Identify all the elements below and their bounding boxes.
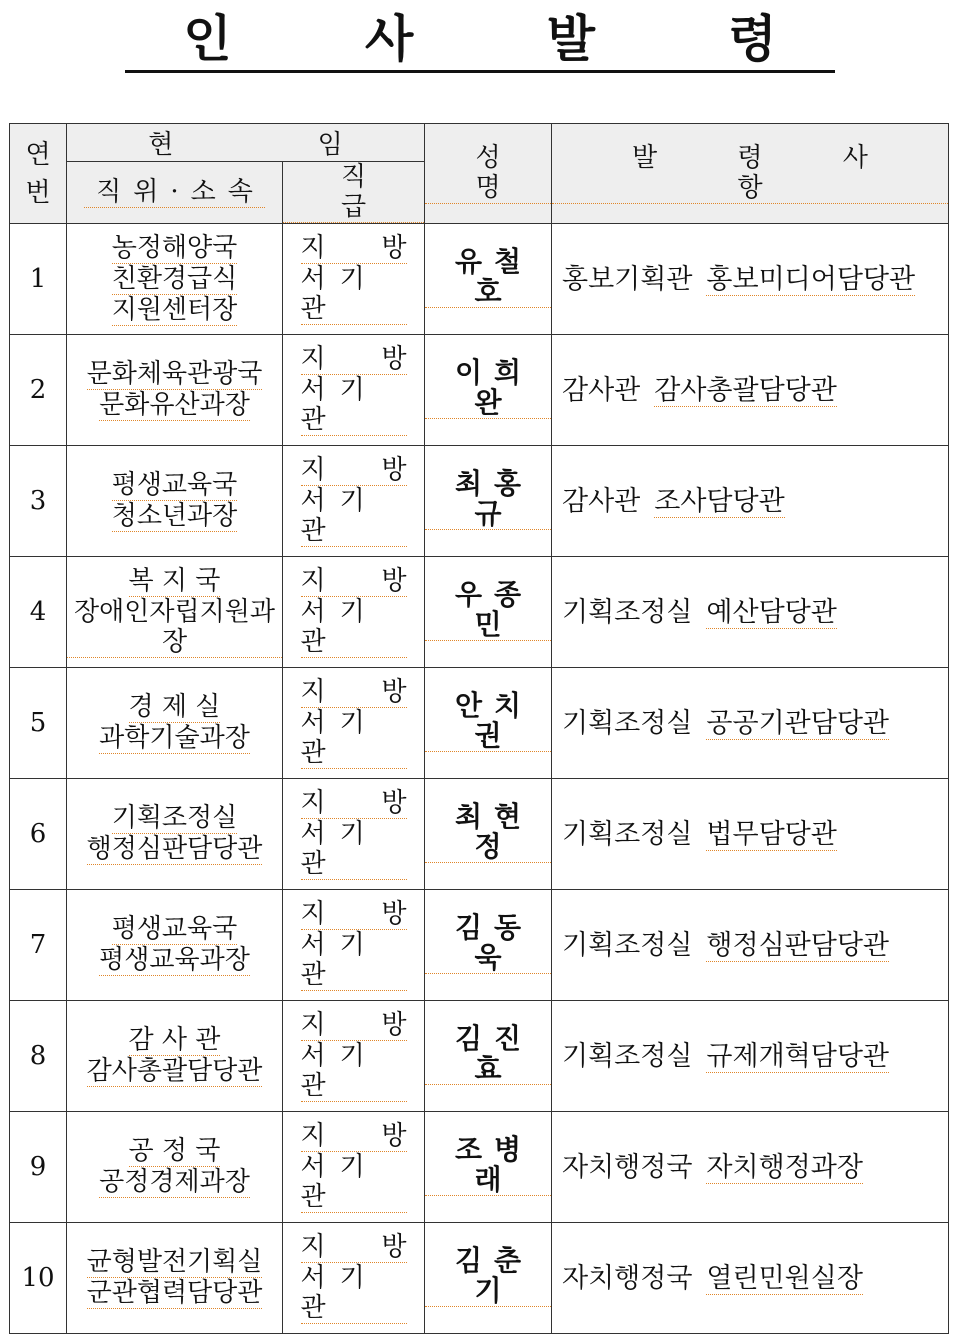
name-cell <box>425 335 552 446</box>
grade-line: 지 방 <box>300 233 407 263</box>
order-cell <box>552 668 949 779</box>
name-cell <box>425 1001 552 1112</box>
position-line: 기획조정실 <box>111 803 238 833</box>
position-line: 공 정 국 <box>128 1136 221 1166</box>
grade-line: 서기관 <box>301 375 407 436</box>
serial-number-cell <box>10 890 67 1001</box>
person-name: 우종민 <box>425 580 551 641</box>
serial-number: 5 <box>29 707 47 738</box>
position-line: 문화유산과장 <box>99 390 250 420</box>
position-cell <box>67 668 283 779</box>
grade-line: 서기관 <box>301 264 407 325</box>
position-cell <box>67 557 283 668</box>
serial-number-cell <box>10 1223 67 1334</box>
grade-cell <box>283 335 425 446</box>
grade-line: 지 방 <box>300 1010 407 1040</box>
grade-cell <box>283 224 425 335</box>
table-row <box>10 1112 949 1223</box>
table-row <box>10 1001 949 1112</box>
person-name: 최홍규 <box>425 469 551 530</box>
header-name <box>425 124 552 224</box>
table-body <box>10 224 949 1334</box>
grade-cell <box>283 668 425 779</box>
name-cell <box>425 1112 552 1223</box>
document-title: 인 사 발 령 <box>125 10 834 73</box>
grade-line: 서기관 <box>301 819 407 880</box>
order-position: 홍보미디어담당관 <box>706 263 916 295</box>
position-line: 평생교육국 <box>111 470 238 500</box>
grade-cell <box>283 779 425 890</box>
grade-line: 지 방 <box>300 566 407 596</box>
person-name: 안치권 <box>425 691 551 752</box>
table-row <box>10 446 949 557</box>
grade-line: 서기관 <box>301 930 407 991</box>
order-department: 홍보기획관 <box>562 263 693 295</box>
person-name: 김춘기 <box>425 1246 551 1307</box>
position-line: 지원센터장 <box>111 294 238 325</box>
table-row <box>10 224 949 335</box>
grade-line: 서기관 <box>301 708 407 769</box>
grade-cell <box>283 1223 425 1334</box>
serial-number: 7 <box>29 929 47 960</box>
order-position: 예산담당관 <box>706 596 837 628</box>
serial-number: 6 <box>29 818 47 849</box>
order-cell <box>552 557 949 668</box>
order-department: 자치행정국 <box>562 1151 693 1183</box>
position-line: 문화체육관광국 <box>86 359 263 389</box>
serial-number-cell <box>10 1112 67 1223</box>
grade-line: 서기관 <box>301 1263 407 1324</box>
header-serial-number <box>10 124 67 224</box>
header-grade <box>283 162 425 224</box>
table-row <box>10 557 949 668</box>
header-order-label: 발 령 사 항 <box>552 143 948 204</box>
serial-number: 8 <box>29 1040 47 1071</box>
header-name-label: 성 명 <box>425 143 551 204</box>
person-name: 유철호 <box>425 247 551 308</box>
table-header <box>10 124 949 224</box>
name-cell <box>425 446 552 557</box>
order-cell <box>552 1001 949 1112</box>
serial-number-cell <box>10 668 67 779</box>
position-line: 군관협력담당관 <box>86 1278 263 1308</box>
position-line: 청소년과장 <box>111 501 238 531</box>
personnel-order-table <box>9 123 949 1334</box>
grade-line: 서기관 <box>301 1152 407 1213</box>
grade-line: 지 방 <box>300 455 407 485</box>
grade-line: 서기관 <box>301 1041 407 1102</box>
position-line: 공정경제과장 <box>99 1167 250 1197</box>
position-line: 과학기술과장 <box>99 723 250 753</box>
grade-line: 서기관 <box>301 597 407 658</box>
position-line: 평생교육국 <box>111 914 238 944</box>
document-title-block <box>0 10 960 73</box>
position-line: 감사총괄담당관 <box>86 1056 263 1086</box>
order-cell <box>552 1112 949 1223</box>
serial-number: 4 <box>29 596 47 627</box>
position-line: 행정심판담당관 <box>86 834 263 864</box>
order-department: 기획조정실 <box>562 1040 693 1072</box>
order-position: 열린민원실장 <box>706 1262 863 1294</box>
serial-number-cell <box>10 446 67 557</box>
order-position: 규제개혁담당관 <box>706 1040 889 1072</box>
table-row <box>10 335 949 446</box>
order-cell <box>552 1223 949 1334</box>
position-cell <box>67 1223 283 1334</box>
header-grade-label: 직 급 <box>283 162 424 223</box>
position-cell <box>67 890 283 1001</box>
name-cell <box>425 668 552 779</box>
table-row <box>10 779 949 890</box>
position-line: 평생교육과장 <box>99 945 250 975</box>
order-cell <box>552 890 949 1001</box>
position-line: 감 사 관 <box>128 1025 221 1055</box>
position-cell <box>67 1001 283 1112</box>
header-serial-bottom: 번 <box>25 177 51 208</box>
order-department: 자치행정국 <box>562 1262 693 1294</box>
position-cell <box>67 224 283 335</box>
order-department: 기획조정실 <box>562 707 693 739</box>
order-cell <box>552 446 949 557</box>
table-row <box>10 890 949 1001</box>
serial-number: 2 <box>29 374 47 405</box>
header-current-post <box>67 124 425 162</box>
serial-number: 9 <box>29 1151 47 1182</box>
person-name: 최현정 <box>425 802 551 863</box>
grade-line: 지 방 <box>300 1121 407 1151</box>
order-position: 감사총괄담당관 <box>654 374 837 406</box>
order-department: 기획조정실 <box>562 596 693 628</box>
order-position: 공공기관담당관 <box>706 707 889 739</box>
order-cell <box>552 335 949 446</box>
order-department: 기획조정실 <box>562 929 693 961</box>
grade-line: 지 방 <box>300 1232 407 1262</box>
name-cell <box>425 779 552 890</box>
order-position: 법무담당관 <box>706 818 837 850</box>
person-name: 김동욱 <box>425 913 551 974</box>
position-cell <box>67 446 283 557</box>
header-position <box>67 162 283 224</box>
grade-line: 지 방 <box>300 344 407 374</box>
position-line: 농정해양국 <box>111 232 238 263</box>
grade-cell <box>283 557 425 668</box>
grade-line: 지 방 <box>300 899 407 929</box>
order-position: 조사담당관 <box>654 485 785 517</box>
position-line: 균형발전기획실 <box>86 1247 263 1277</box>
order-department: 기획조정실 <box>562 818 693 850</box>
table-row <box>10 1223 949 1334</box>
serial-number: 10 <box>21 1262 55 1293</box>
order-position: 행정심판담당관 <box>706 929 889 961</box>
order-position: 자치행정과장 <box>706 1151 863 1183</box>
order-department: 감사관 <box>562 485 641 517</box>
grade-line: 서기관 <box>301 486 407 547</box>
position-line: 복 지 국 <box>128 566 221 596</box>
position-cell <box>67 779 283 890</box>
position-cell <box>67 335 283 446</box>
grade-line: 지 방 <box>300 677 407 707</box>
grade-cell <box>283 1112 425 1223</box>
serial-number-cell <box>10 557 67 668</box>
serial-number: 3 <box>29 485 47 516</box>
position-line: 친환경급식 <box>111 263 238 294</box>
position-cell <box>67 1112 283 1223</box>
name-cell <box>425 890 552 1001</box>
name-cell <box>425 1223 552 1334</box>
person-name: 이희완 <box>425 358 551 419</box>
position-line: 경 제 실 <box>128 692 221 722</box>
grade-line: 지 방 <box>300 788 407 818</box>
order-department: 감사관 <box>562 374 641 406</box>
header-current-label: 현 임 <box>148 130 411 160</box>
grade-cell <box>283 446 425 557</box>
position-line: 장애인자립지원과장 <box>67 597 282 658</box>
serial-number-cell <box>10 1001 67 1112</box>
serial-number: 1 <box>29 263 47 294</box>
serial-number-cell <box>10 335 67 446</box>
serial-number-cell <box>10 779 67 890</box>
person-name: 조병래 <box>425 1135 551 1196</box>
grade-cell <box>283 890 425 1001</box>
name-cell <box>425 557 552 668</box>
header-position-label: 직위·소속 <box>84 177 265 208</box>
name-cell <box>425 224 552 335</box>
table-row <box>10 668 949 779</box>
person-name: 김진효 <box>425 1024 551 1085</box>
serial-number-cell <box>10 224 67 335</box>
header-serial-top: 연 <box>25 139 51 170</box>
header-order <box>552 124 949 224</box>
grade-cell <box>283 1001 425 1112</box>
order-cell <box>552 779 949 890</box>
order-cell <box>552 224 949 335</box>
